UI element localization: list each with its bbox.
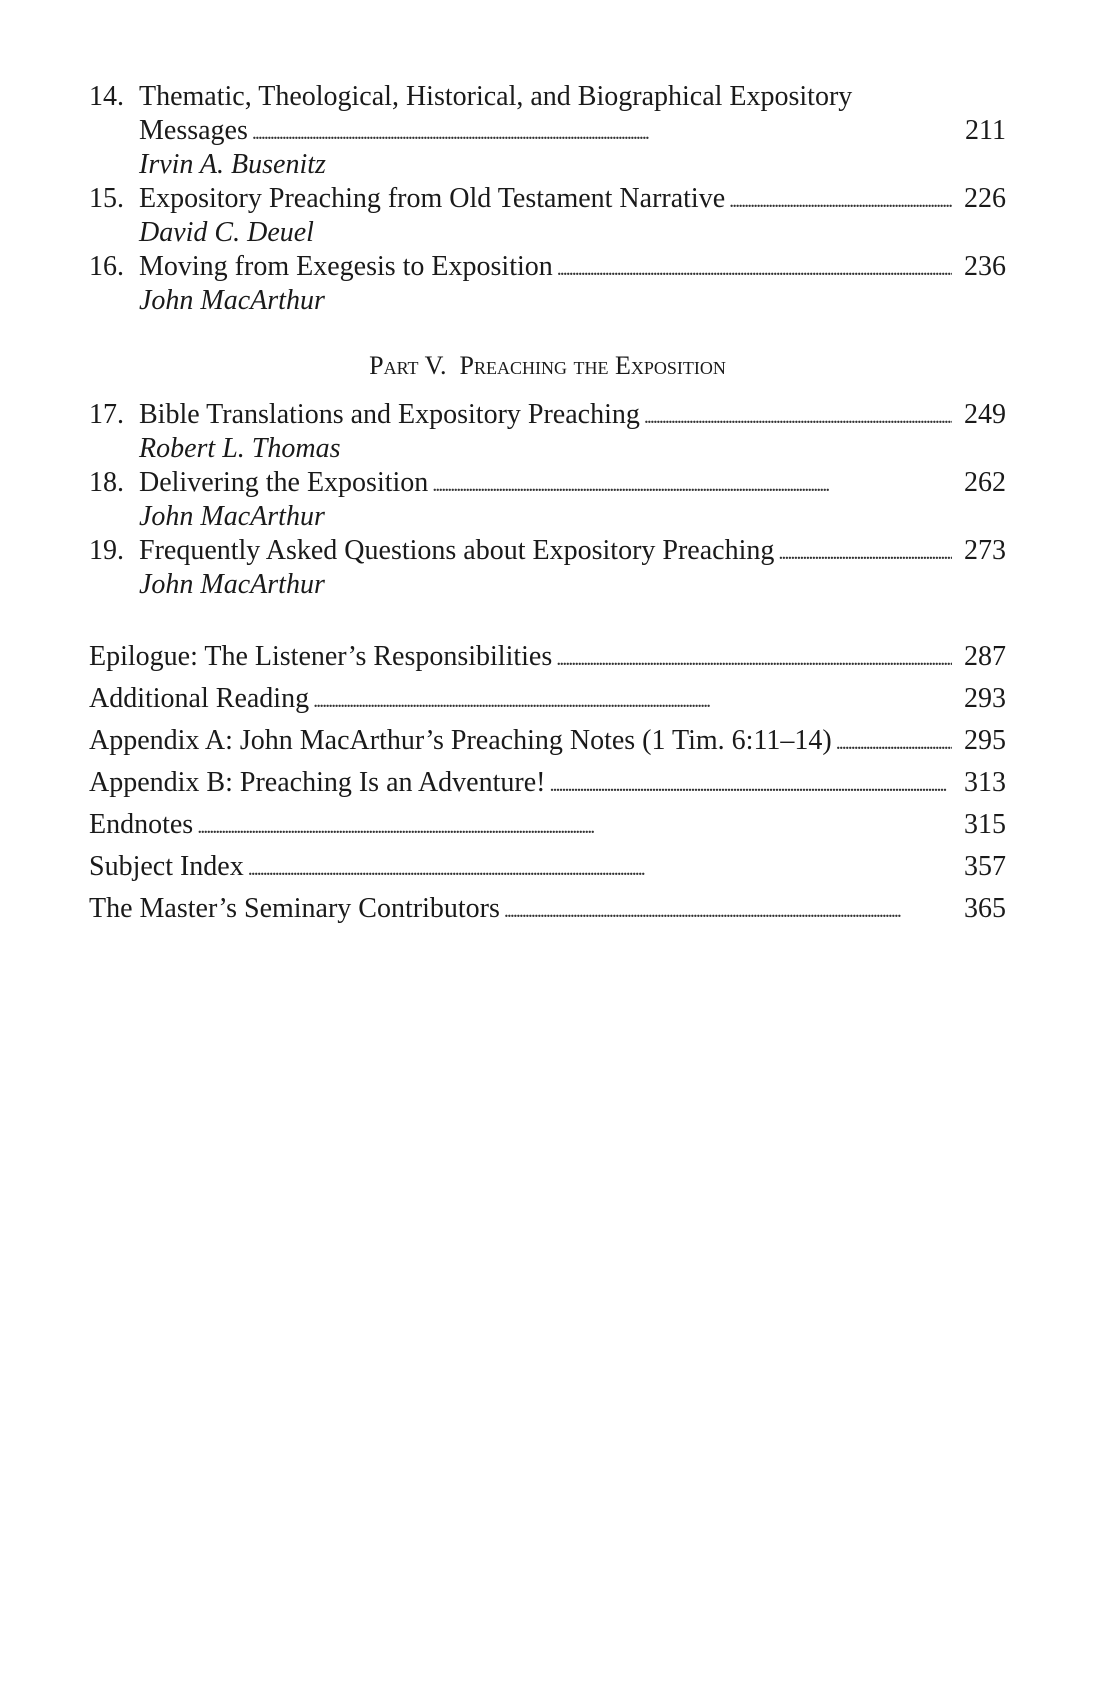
toc-entry-appendix-a[interactable]: [89, 720, 1006, 762]
page-number: 273: [964, 535, 1006, 566]
page-number: 211: [965, 115, 1006, 146]
entry-title: Endnotes: [89, 809, 194, 840]
toc-entry-contributors[interactable]: [89, 888, 1006, 930]
entry-title: Additional Reading: [89, 683, 310, 714]
toc-entry-chapter-19[interactable]: [89, 534, 1006, 602]
entry-title: Epilogue: The Listener’s Responsibilities: [89, 641, 553, 672]
page-number: 249: [964, 399, 1006, 430]
chapter-title: Bible Translations and Expository Preaching: [139, 399, 640, 430]
toc-entry-endnotes[interactable]: [89, 804, 1006, 846]
chapter-number: 17.: [89, 399, 124, 430]
toc-entry-chapter-18[interactable]: [89, 466, 1006, 534]
entry-title: Appendix A: John MacArthur’s Preaching Notes (1 Tim. 6:11–14): [89, 725, 832, 756]
part-heading: [89, 348, 1006, 384]
dot-leader: [778, 534, 952, 570]
chapter-title: Expository Preaching from Old Testament Narrative: [139, 183, 726, 214]
dot-leader: [557, 250, 952, 286]
chapter-title: Moving from Exegesis to Exposition: [139, 251, 553, 282]
part-label: Part V.: [369, 351, 447, 380]
chapter-author: Robert L. Thomas: [139, 433, 341, 464]
toc-entry-line: [89, 114, 1006, 148]
toc-entry-chapter-17[interactable]: [89, 398, 1006, 466]
toc-entry-line: [89, 466, 1006, 500]
page-number: 293: [964, 683, 1006, 714]
chapter-author: John MacArthur: [139, 569, 325, 600]
dot-leader: [549, 762, 952, 806]
toc-entry-line: [89, 182, 1006, 216]
dot-leader: [248, 846, 952, 890]
chapter-title: Delivering the Exposition: [139, 467, 429, 498]
page-number: 313: [964, 767, 1006, 798]
dot-leader: [644, 398, 952, 434]
back-matter-list: [89, 636, 1006, 930]
chapter-title-continued: Messages: [139, 115, 248, 146]
toc-entry-chapter-16[interactable]: [89, 250, 1006, 318]
page-number: 315: [964, 809, 1006, 840]
chapter-number: 14.: [89, 81, 124, 112]
chapter-author: Irvin A. Busenitz: [139, 149, 326, 180]
entry-title: Appendix B: Preaching Is an Adventure!: [89, 767, 546, 798]
toc-entry-epilogue[interactable]: [89, 636, 1006, 678]
toc-entry-appendix-b[interactable]: [89, 762, 1006, 804]
toc-entry-additional-reading[interactable]: [89, 678, 1006, 720]
page-number: 287: [964, 641, 1006, 672]
chapter-title: Frequently Asked Questions about Expository Preaching: [139, 535, 775, 566]
table-of-contents: [89, 80, 1006, 930]
toc-entry-line: [89, 534, 1006, 568]
dot-leader: [313, 678, 952, 722]
toc-entry-chapter-14[interactable]: [89, 80, 1006, 182]
chapter-author: David C. Deuel: [139, 217, 314, 248]
chapter-number: 16.: [89, 251, 124, 282]
toc-entry-subject-index[interactable]: [89, 846, 1006, 888]
dot-leader: [729, 182, 952, 218]
toc-entry-line: [89, 250, 1006, 284]
chapter-number: 15.: [89, 183, 124, 214]
dot-leader: [556, 636, 952, 680]
chapter-number: 18.: [89, 467, 124, 498]
page-number: 262: [964, 467, 1006, 498]
chapter-author: John MacArthur: [139, 501, 325, 532]
page-number: 295: [964, 725, 1006, 756]
entry-title: Subject Index: [89, 851, 244, 882]
chapter-author: John MacArthur: [139, 285, 325, 316]
entry-title: The Master’s Seminary Contributors: [89, 893, 500, 924]
page-number: 226: [964, 183, 1006, 214]
toc-entry-chapter-15[interactable]: [89, 182, 1006, 250]
dot-leader: [836, 720, 952, 764]
dot-leader: [432, 466, 952, 502]
part-title: Preaching the Exposition: [459, 351, 726, 380]
chapter-title: Thematic, Theological, Historical, and Biographical Expository: [139, 81, 853, 112]
dot-leader: [252, 114, 952, 150]
page-number: 357: [964, 851, 1006, 882]
page-number: 236: [964, 251, 1006, 282]
dot-leader: [504, 888, 952, 932]
toc-entry-line: [89, 398, 1006, 432]
chapter-number: 19.: [89, 535, 124, 566]
page-number: 365: [964, 893, 1006, 924]
dot-leader: [197, 804, 952, 848]
toc-entry-line: [89, 80, 1006, 114]
